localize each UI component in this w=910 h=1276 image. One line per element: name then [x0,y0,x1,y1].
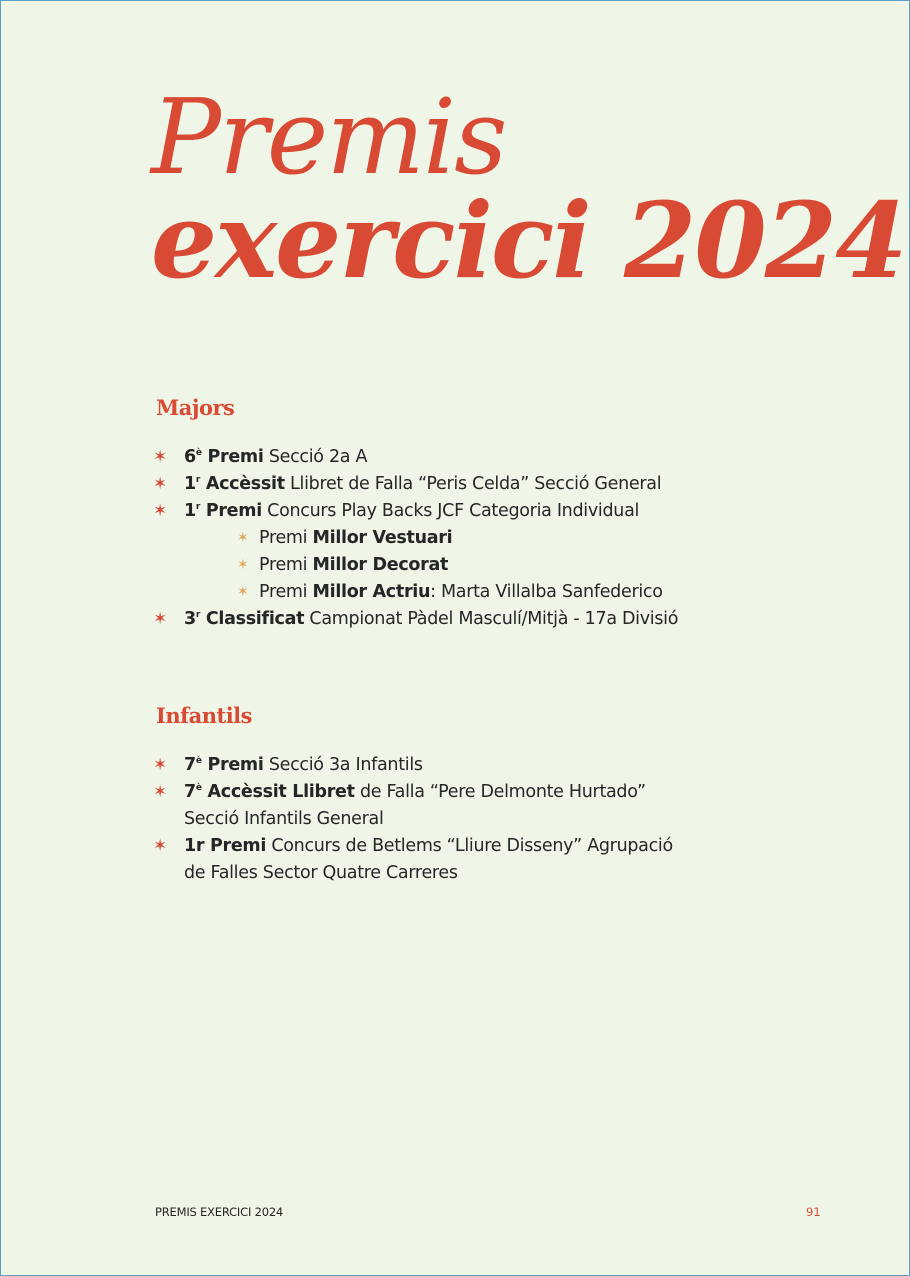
section-heading-infantils: Infantils [156,703,252,728]
page-number: 91 [806,1205,821,1219]
star-icon: ✶ [153,836,167,856]
list-item: ✶ $7^è$ Premi Secció 3a Infantils [153,752,793,779]
list-item: ✶ $6^è$ Premi Secció 2a A [153,444,793,471]
list-item: ✶ 1r Premi Concurs de Betlems “Lliure Disseny” Agrupació de Falles Sector Quatre Carreres [153,833,793,887]
page-title [151,76,906,302]
title-line-2: exercici 2024 [151,179,906,302]
star-icon: ✶ [153,474,167,494]
star-icon: ✶ [153,755,167,775]
list-item: ✶ 1$^r$ Premi Concurs Play Backs JCF Categoria Individual [153,498,793,525]
section-heading-majors: Majors [156,395,235,420]
star-icon: ✶ [153,447,167,467]
small-star-icon: ✶ [237,557,249,573]
title-line-1: Premis [151,76,506,198]
footer-running-title: PREMIS EXERCICI 2024 [155,1205,284,1219]
small-star-icon: ✶ [237,584,249,600]
star-icon: ✶ [153,782,167,802]
majors-award-list [153,444,793,633]
list-item: ✶ $7^è$ Accèssit Llibret de Falla “Pere Delmonte Hurtado” Secció Infantils General [153,779,793,833]
list-item: ✶ 1$^r$ Accèssit Llibret de Falla “Peris Celda” Secció General [153,471,793,498]
list-item: ✶ 3$^r$ Classificat Campionat Pàdel Masculí/Mitjà - 17a Divisió [153,606,793,633]
small-star-icon: ✶ [237,530,249,546]
star-icon: ✶ [153,501,167,521]
infantils-award-list [153,752,793,887]
sub-list-item: ✶ Premi Millor Decorat [153,552,793,579]
sub-list-item: ✶ Premi Millor Vestuari [153,525,793,552]
sub-list-item: ✶ Premi Millor Actriu: Marta Villalba Sanfederico [153,579,793,606]
star-icon: ✶ [153,609,167,629]
